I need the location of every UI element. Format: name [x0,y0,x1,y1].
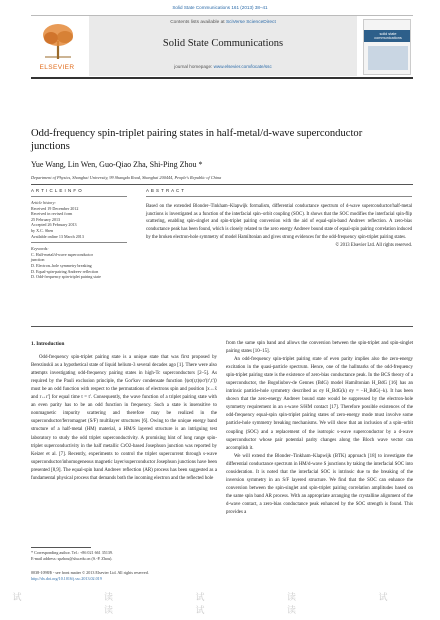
history-accepted: Accepted 26 February 2013 [31,222,77,228]
history-online: Available online 13 March 2013 [31,233,84,239]
abstract-panel [146,188,412,248]
body-column-left [31,340,217,483]
body-paragraph: An odd-frequency spin-triplet pairing state of even parity implies also the zero-energy excitation in the quasi-particle spectrum. Hence, one of the hallmarks of the odd-frequency spin-triplet pairing state is the existence of zero-bias conductance peak. In the BCS theory of a superconductor, the Bogoliubov-de Gennes (BdG) model Hamiltonian H_BdG [16] has an intrinsic particle-hole symmetry described as σy H_BdG(k) σy = −H_BdG(−k). It has been shown that the zero-energy Andreev bound state would be suppressed by the electron-hole symmetry requirement in an s-wave S/HM contact [17]. Therefore possible existences of the odd-frequency equal-spin spin-triplet pairing states of zero-energy mode must involve some particle-hole symmetry breaking mechanisms. We will show that an inclusion of a spin–orbit coupling (SOC) and a replacement of the isotropic s-wave superconductor by a d-wave superconductor whose pair potential parity changes along the Bloch wave vector can accomplish it. [226,357,413,451]
corresponding-author-note: * Corresponding author. Tel.: +86 021 661 35139. [31,550,113,555]
footnote-rule [31,547,91,548]
keyword-item: C. Half-metal/d-wave superconductor [31,251,93,257]
issn-block [31,570,281,582]
history-revised-date: 25 February 2013 [31,216,61,222]
journal-masthead [31,15,413,79]
footnotes [31,547,217,562]
masthead-banner [89,16,357,76]
body-paragraph: from the same spin band and allows the conversion between the spin-triplet and spin-singlet pairing states [10–15]. [226,341,413,355]
history-label: Article history: [31,200,56,205]
keyword-item: junction [31,257,45,263]
abstract-heading: A B S T R A C T [146,188,185,193]
cover-title: solid state communications [374,32,402,40]
keyword-item: D. Equal-spin-pairing Andreev reflection [31,268,99,274]
doi-link[interactable]: http://dx.doi.org/10.1016/j.ssc.2013.02.019 [31,576,102,581]
keywords-label: Keywords: [31,246,49,252]
body-paragraph: Odd-frequency spin-triplet pairing state is a unique state that was first proposed by Berezinskii as a hypothetical state of liquid helium-3 several decades ago [1]. There were also attempts investigating odd-frequency pairing states in high-Tc superconductors [2–5]. As required by the Pauli exclusion principle, the Gor'kov condensate function ⟨ψσ(r,t)ψσ'(r',t')⟩ must be an odd function with respect to the permutations of electrons spin and position [x↔x̄ and r↔r'] for equal time t = t'. Consequently, the wave function of a triplet pairing state with an even parity has to be an odd function in frequency. Such a state is insensitive to nonmagnetic impurity scattering and therefore may be realized in the superconductor/ferromagnet (S/F) multilayer structures [6]. Owing to the unique energy band structure of a half-metal (HM) material, a HM/S layered structure is an intriguing test laboratory to study the odd triplet superconductivity. A promising hint of long range spin-triplet superconductivity in the half metallic CrO2-based Josephson junction was reported by Keizer et al. [7]. Recently, experiments to control the triplet supercurrent through s-wave superconductor/inhomogeneous magnetic layer/superconductor Josephson junctions have been presented [8,9]. The equal-spin band Andreev reflection (AR) process has been suggested as a fundamental physical process that demands both the incoming electron and the reflected hole [31,355,217,481]
abstract-text: Based on the extended Blonder–Tinkham–Klapwijk formalism, differential conductance spectrum of d-wave superconductor/half-metal junctions is investigated as a function of the interfacial spin–orbit coupling (SOC). It shows that the SOC modifies the interfacial spin-flip scattering, enabling spin-singlet and spin-triplet pairing conversion with the aid of equal-spin-band Andreev reflection. A zero-bias conductance peak has been found, which is closely related to the zero energy Andreev bound state of equal-spin pairing correlation induced by the broken electron-hole symmetry of model Hamiltonian and gives strong evidences for the odd-frequency spin-triplet pairing states. [146,204,412,240]
body-column-right [226,340,413,517]
header-divider [31,184,413,185]
introduction-heading: 1. Introduction [31,341,65,347]
email-note[interactable]: E-mail address: spzhou@shu.edu.cn (S.-P. Zhou). [31,556,113,561]
sciencedirect-link[interactable]: SciVerse ScienceDirect [225,20,276,25]
history-editor: by X.C. Shen [31,227,54,233]
elsevier-tree-icon [39,21,77,61]
author-list: Yue Wang, Lin Wen, Guo-Qiao Zha, Shi-Ping Zhou * [31,160,203,169]
journal-cover-thumbnail[interactable] [363,19,411,75]
author-affiliation: Department of Physics, Shanghai University, 99 Shangda Road, Shanghai 200444, People's Republic of China [31,175,222,180]
keyword-item: D. Odd-frequency spin-triplet pairing state [31,274,101,280]
cover-image [368,46,408,70]
abstract-divider-bottom [31,326,413,327]
preview-watermark: 试 读 试 读 试 读 试 读 [12,592,428,615]
journal-homepage-line [89,64,357,69]
history-received: Received 19 December 2012 [31,205,79,211]
history-revised-label: Received in revised form [31,211,73,217]
paper-title: Odd-frequency spin-triplet pairing states in half-metal/d-wave superconductor junctions [31,128,363,152]
body-paragraph: We will extend the Blonder–Tinkham–Klapwijk (BTK) approach [18] to investigate the differential conductance spectrum in HM/d-wave S junctions by taking the interfacial SOC into consideration. It is noted that the interfacial SOC is intrinsic due to the breaking of the inversion symmetry in an S/F layered structure. We find that the SOC can enhance the conversion between the spin-singlet and spin-triplet pairing correlation amplitudes based on the same spin band AR process. With an appropriate arranging the crystalline alignment of the d-wave contact, a zero-bias conductance peak enhanced by the SOC strength is found. This provides a [226,453,413,515]
elsevier-wordmark: ELSEVIER [39,64,75,71]
homepage-prefix: journal homepage: [174,64,214,69]
article-info-heading: A R T I C L E I N F O [31,188,83,193]
article-info-divider [31,196,127,197]
elsevier-logo[interactable] [33,19,83,75]
issn-line: 0038-1098/$ - see front matter © 2013 Elsevier Ltd. All rights reserved. [31,570,149,575]
journal-homepage-link[interactable]: www.elsevier.com/locate/ssc [213,64,272,69]
abstract-divider [146,196,412,197]
contents-prefix: Contents lists available at [170,20,226,25]
abstract-copyright: © 2013 Elsevier Ltd. All rights reserved. [335,242,412,248]
contents-available-line [89,20,357,25]
journal-name: Solid State Communications [162,38,284,49]
keyword-item: D. Electron–hole symmetry breaking [31,262,92,268]
keywords-divider [31,242,127,243]
journal-reference[interactable]: Solid State Communications 161 (2013) 38–41 [172,5,268,10]
article-info-panel [31,188,127,280]
